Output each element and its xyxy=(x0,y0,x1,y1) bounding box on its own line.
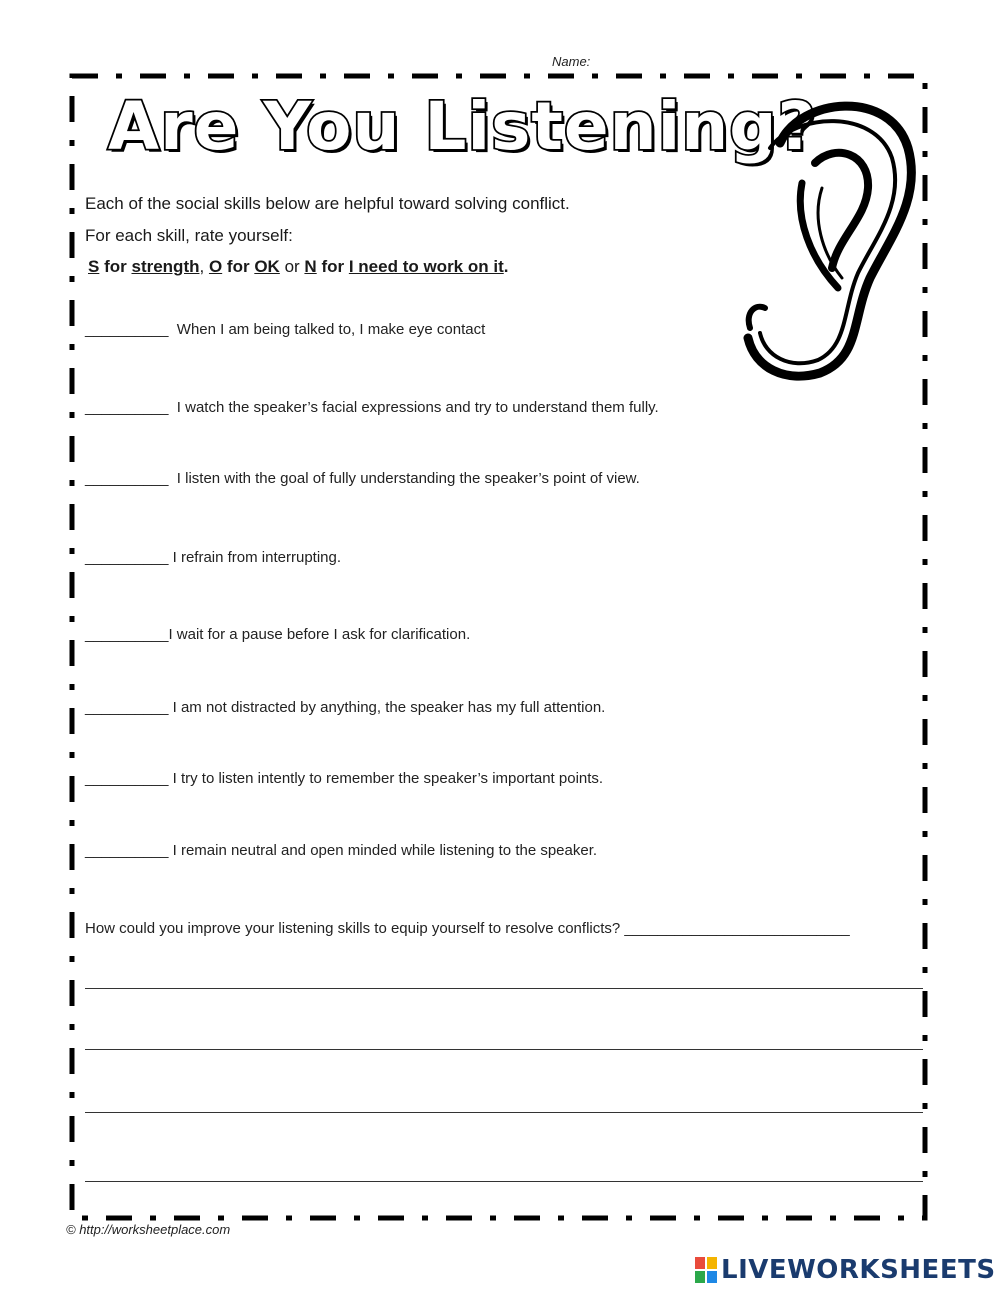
rating-or: or xyxy=(284,257,300,276)
question-text: How could you improve your listening skills to equip yourself to resolve conflicts? xyxy=(85,920,621,937)
rating-s-letter: S xyxy=(88,257,100,276)
skill-text-2: I watch the speaker’s facial expressions and try to understand them fully. xyxy=(176,399,659,416)
rating-blank-2[interactable]: __________ xyxy=(85,399,169,416)
rating-n-word: I need to work on it xyxy=(348,257,504,276)
answer-line-4[interactable] xyxy=(85,1181,923,1182)
skill-text-1: When I am being talked to, I make eye contact xyxy=(176,321,486,338)
skill-text-4: I refrain from interrupting. xyxy=(172,549,342,566)
skill-row-7 xyxy=(85,770,603,787)
skill-row-3 xyxy=(85,470,640,487)
intro-line-2: For each skill, rate yourself: xyxy=(85,226,293,245)
skill-row-5 xyxy=(85,626,470,643)
rating-n-for: for xyxy=(321,257,345,276)
reflection-question xyxy=(85,920,850,937)
liveworksheets-logo-icon xyxy=(695,1257,717,1283)
rating-blank-8[interactable]: __________ xyxy=(85,842,169,859)
skill-row-4 xyxy=(85,549,341,566)
rating-key: S for strength, O for OK or N for I need to work on it. xyxy=(88,257,509,276)
rating-o-letter: O xyxy=(208,257,223,276)
answer-line-3[interactable] xyxy=(85,1112,923,1113)
skill-text-5: I wait for a pause before I ask for clarification. xyxy=(168,626,471,643)
skill-text-6: I am not distracted by anything, the speaker has my full attention. xyxy=(172,699,606,716)
skill-text-7: I try to listen intently to remember the speaker’s important points. xyxy=(172,770,604,787)
rating-s-for: for xyxy=(104,257,127,276)
rating-blank-3[interactable]: __________ xyxy=(85,470,169,487)
ear-icon xyxy=(740,88,920,383)
skill-row-1 xyxy=(85,321,485,338)
rating-n-letter: N xyxy=(304,257,317,276)
rating-blank-1[interactable]: __________ xyxy=(85,321,169,338)
rating-blank-6[interactable]: __________ xyxy=(85,699,169,716)
answer-line-2[interactable] xyxy=(85,1049,923,1050)
liveworksheets-logo xyxy=(695,1255,996,1285)
skill-row-2 xyxy=(85,399,659,416)
question-answer-blank[interactable]: ___________________________ xyxy=(624,920,850,937)
rating-blank-5[interactable]: __________ xyxy=(85,626,169,643)
rating-blank-7[interactable]: __________ xyxy=(85,770,169,787)
rating-o-for: for xyxy=(226,257,250,276)
rating-s-word: strength xyxy=(131,257,200,276)
skill-row-8 xyxy=(85,842,597,859)
skill-row-6 xyxy=(85,699,605,716)
copyright-notice: © http://worksheetplace.com xyxy=(66,1222,231,1237)
name-label: Name: xyxy=(552,54,591,69)
rating-blank-4[interactable]: __________ xyxy=(85,549,169,566)
intro-line-1: Each of the social skills below are helpful toward solving conflict. xyxy=(85,194,570,213)
page-title: Are You Listening? xyxy=(108,88,817,165)
answer-line-1[interactable] xyxy=(85,988,923,989)
skill-text-3: I listen with the goal of fully understanding the speaker’s point of view. xyxy=(176,470,640,487)
rating-o-word: OK xyxy=(254,257,280,276)
skill-text-8: I remain neutral and open minded while listening to the speaker. xyxy=(172,842,598,859)
brand-name: LIVEWORKSHEETS xyxy=(721,1255,996,1285)
